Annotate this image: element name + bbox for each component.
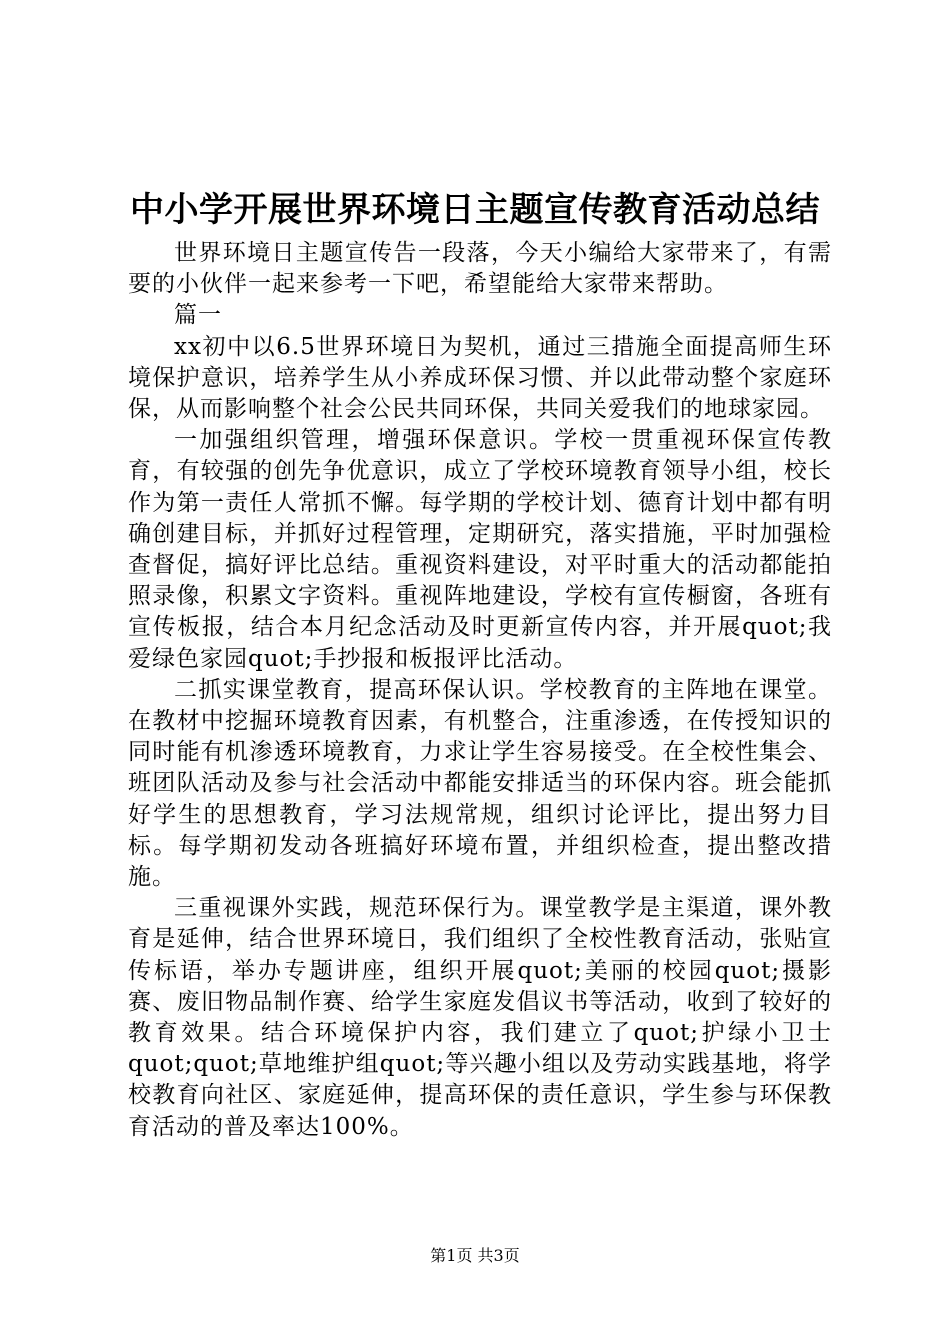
paragraph-intro: 世界环境日主题宣传告一段落，今天小编给大家带来了，有需要的小伙伴一起来参考一下吧，希望能给大家带来帮助。	[128, 240, 832, 298]
document-title: 中小学开展世界环境日主题宣传教育活动总结	[130, 190, 820, 230]
page-number-footer: 第1页 共3页	[430, 1246, 520, 1265]
paragraph-measure-one: 一加强组织管理，增强环保意识。学校一贯重视环保宣传教育，有较强的创先争优意识，成立了学校环境教育领导小组，校长作为第一责任人常抓不懈。每学期的学校计划、德育计划中都有明确创建目标，并抓好过程管理，定期研究，落实措施，平时加强检查督促，搞好评比总结。重视资料建设，对平时重大的活动都能拍照录像，积累文字资料。重视阵地建设，学校有宣传橱窗，各班有宣传板报，结合本月纪念活动及时更新宣传内容，并开展quot;我爱绿色家园quot;手抄报和板报评比活动。	[128, 427, 832, 672]
section-heading: 篇一	[174, 302, 222, 329]
paragraph-overview: xx初中以6.5世界环境日为契机，通过三措施全面提高师生环境保护意识，培养学生从小养成环保习惯、并以此带动整个家庭环保，从而影响整个社会公民共同环保，共同关爱我们的地球家园。	[128, 333, 832, 423]
document-body	[128, 238, 832, 1143]
paragraph-measure-two: 二抓实课堂教育，提高环保认识。学校教育的主阵地在课堂。在教材中挖掘环境教育因素，有机整合，注重渗透，在传授知识的同时能有机渗透环境教育，力求让学生容易接受。在全校性集会、班团队活动及参与社会活动中都能安排适当的环保内容。班会能抓好学生的思想教育，学习法规常规，组织讨论评比，提出努力目标。每学期初发动各班搞好环境布置，并组织检查，提出整改措施。	[128, 676, 832, 891]
paragraph-measure-three: 三重视课外实践，规范环保行为。课堂教学是主渠道，课外教育是延伸，结合世界环境日，我们组织了全校性教育活动，张贴宣传标语，举办专题讲座，组织开展quot;美丽的校园quot;摄影赛、废旧物品制作赛、给学生家庭发倡议书等活动，收到了较好的教育效果。结合环境保护内容，我们建立了quot;护绿小卫士quot;quot;草地维护组quot;等兴趣小组以及劳动实践基地，将学校教育向社区、家庭延伸，提高环保的责任意识，学生参与环保教育活动的普及率达100%。	[128, 895, 832, 1140]
